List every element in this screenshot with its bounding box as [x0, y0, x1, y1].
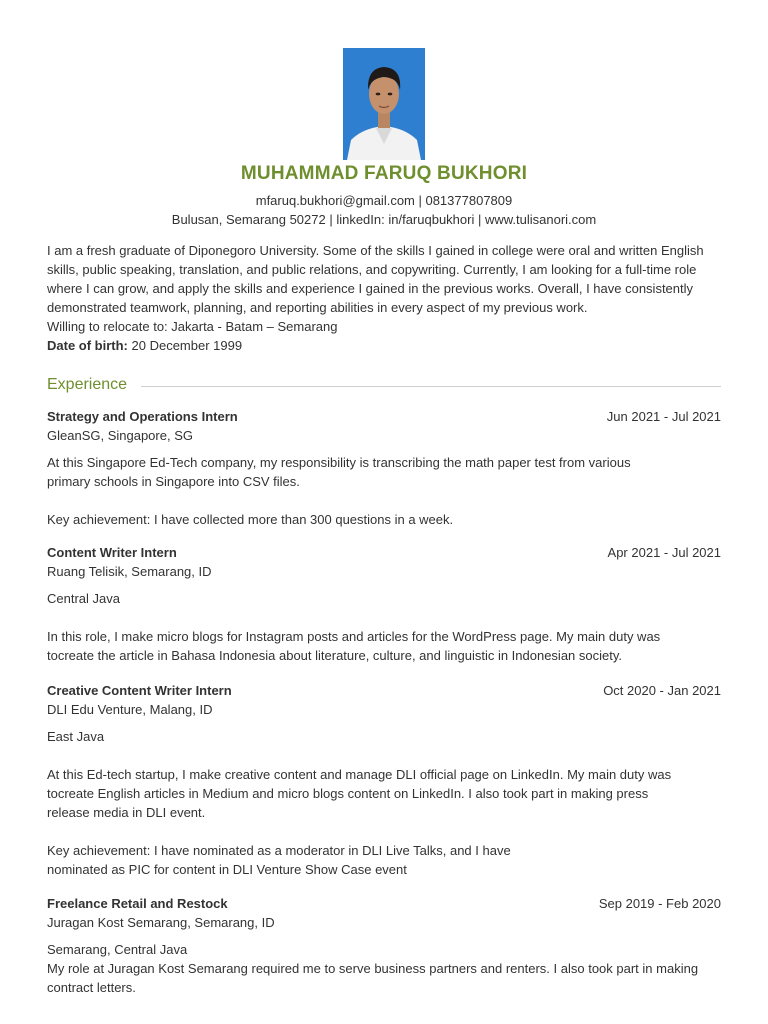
- job-description: My role at Juragan Kost Semarang required me to serve business partners and renters. I also took part in making: [47, 961, 699, 976]
- job-entry: [47, 543, 721, 665]
- candidate-name: MUHAMMAD FARUQ BUKHORI: [240, 163, 528, 184]
- dob-line: [47, 336, 727, 355]
- job-company: DLI Edu Venture, Malang, ID: [47, 702, 213, 717]
- job-achievement: nominated as PIC for content in DLI Venture Show Case event: [47, 862, 407, 877]
- job-entry: [47, 681, 721, 879]
- job-region: East Java: [47, 729, 105, 744]
- job-dates: Oct 2020 - Jan 2021: [603, 683, 721, 698]
- job-title: Content Writer Intern: [47, 545, 177, 560]
- job-description: tocreate the article in Bahasa Indonesia about literature, culture, and linguistic in Indonesian society.: [47, 648, 622, 663]
- job-description: In this role, I make micro blogs for Instagram posts and articles for the WordPress page. My main duty was: [47, 629, 661, 644]
- job-title: Freelance Retail and Restock: [47, 896, 228, 911]
- job-description: release media in DLI event.: [47, 805, 206, 820]
- summary-paragraph: I am a fresh graduate of Diponegoro University. Some of the skills I gained in college were oral and written English skills, public speaking, translation, and public relations, and copywriting. Currently, I am looking for a full-time role where I can grow, and apply the skills and experience I gained in the previous works. Overall, I have consistently demonstrated teamwork, planning, and reporting abilities in every aspect of my previous work.: [47, 243, 704, 315]
- job-description: At this Singapore Ed-Tech company, my responsibility is transcribing the math paper test from various: [47, 455, 631, 470]
- job-description: tocreate English articles in Medium and micro blogs content on LinkedIn. I also took part in making press: [47, 786, 649, 801]
- job-company: GleanSG, Singapore, SG: [47, 428, 193, 443]
- job-region: Semarang, Central Java: [47, 942, 188, 957]
- experience-section-header: [47, 376, 721, 394]
- job-dates: Sep 2019 - Feb 2020: [598, 896, 721, 911]
- job-description: At this Ed-tech startup, I make creative content and manage DLI official page on LinkedIn. My main duty was: [47, 767, 672, 782]
- section-divider: [141, 386, 721, 387]
- job-dates: Jun 2021 - Jul 2021: [606, 409, 721, 424]
- contact-address-links: Bulusan, Semarang 50272 | linkedIn: in/faruqbukhori | www.tulisanori.com: [171, 212, 597, 227]
- job-entry: [47, 894, 721, 997]
- profile-summary: [47, 241, 727, 355]
- dob-label: Date of birth:: [47, 338, 128, 353]
- job-company: Ruang Telisik, Semarang, ID: [47, 564, 212, 579]
- job-title: Strategy and Operations Intern: [47, 409, 238, 424]
- job-company: Juragan Kost Semarang, Semarang, ID: [47, 915, 275, 930]
- profile-photo: [343, 48, 425, 160]
- job-description: contract letters.: [47, 980, 136, 995]
- job-achievement: Key achievement: I have collected more than 300 questions in a week.: [47, 512, 454, 527]
- dob-value: 20 December 1999: [127, 338, 243, 353]
- contact-email-phone: mfaruq.bukhori@gmail.com | 081377807809: [255, 193, 513, 208]
- job-entry: [47, 407, 721, 529]
- job-description: primary schools in Singapore into CSV files.: [47, 474, 300, 489]
- relocate-line: Willing to relocate to: Jakarta - Batam – Semarang: [47, 319, 338, 334]
- job-title: Creative Content Writer Intern: [47, 683, 232, 698]
- job-region: Central Java: [47, 591, 120, 606]
- job-achievement: Key achievement: I have nominated as a moderator in DLI Live Talks, and I have: [47, 843, 511, 858]
- experience-heading: Experience: [47, 376, 128, 393]
- job-dates: Apr 2021 - Jul 2021: [607, 545, 721, 560]
